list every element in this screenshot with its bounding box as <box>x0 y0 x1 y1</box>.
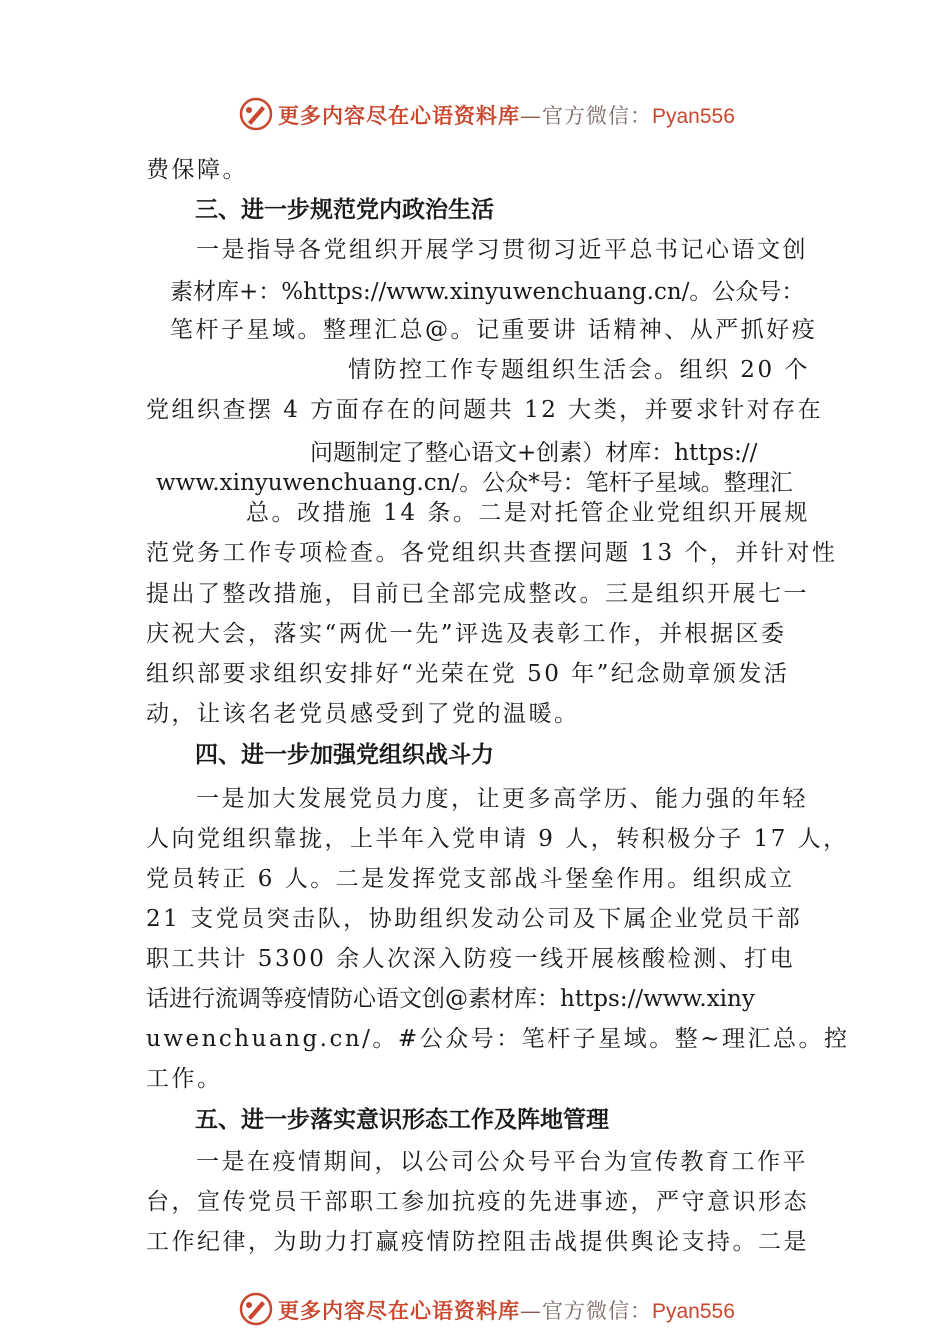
section-heading: 三、进一步规范党内政治生活 <box>195 197 494 223</box>
banner-label: 官方微信： <box>542 1299 652 1323</box>
text-line: 职工共计 5300 余人次深入防疫一线开展核酸检测、打电 <box>146 946 796 972</box>
text-line: 素材库+：%https://www.xinyuwenchuang.cn/。公众号： <box>170 279 805 305</box>
banner-main-text: 更多内容尽在心语资料库 <box>278 1298 520 1323</box>
banner-text <box>278 100 735 130</box>
logo-icon <box>238 1291 274 1327</box>
text-line: 党员转正 6 人。二是发挥党支部战斗堡垒作用。组织成立 <box>146 866 795 892</box>
banner-main-text: 更多内容尽在心语资料库 <box>278 103 520 128</box>
text-line: 提出了整改措施，目前已全部完成整改。三是组织开展七一 <box>146 581 809 607</box>
text-line: 一是在疫情期间，以公司公众号平台为宣传教育工作平 <box>196 1149 808 1175</box>
banner-label: 官方微信： <box>542 104 652 128</box>
footer-watermark-banner <box>0 1289 950 1329</box>
text-line: 组织部要求组织安排好“光荣在党 50 年”纪念勋章颁发活 <box>146 661 790 687</box>
text-line: 范党务工作专项检查。各党组织共查摆问题 13 个，并针对性 <box>146 540 838 566</box>
text-line: 工作纪律，为助力打赢疫情防控阻击战提供舆论支持。二是 <box>146 1229 809 1255</box>
text-line: 工作。 <box>146 1066 223 1092</box>
banner-wechat-id: Pyan556 <box>652 105 735 128</box>
text-line: 党组织查摆 4 方面存在的问题共 12 大类，并要求针对存在 <box>146 397 824 423</box>
text-line: 问题制定了整心语文+创素）材库：https:// <box>310 440 758 466</box>
text-line: 一是加大发展党员力度，让更多高学历、能力强的年轻 <box>196 786 808 812</box>
text-line: 情防控工作专题组织生活会。组织 20 个 <box>348 357 810 383</box>
text-line: 台，宣传党员干部职工参加抗疫的先进事迹，严守意识形态 <box>146 1189 809 1215</box>
banner-text <box>278 1295 735 1325</box>
header-watermark-banner <box>0 94 950 134</box>
banner-separator: — <box>520 104 542 128</box>
text-line: 费保障。 <box>146 157 248 183</box>
text-line: 动，让该名老党员感受到了党的温暖。 <box>146 701 580 727</box>
text-line: 人向党组织靠拢，上半年入党申请 9 人，转积极分子 17 人， <box>146 826 849 852</box>
text-line: 庆祝大会，落实“两优一先”评选及表彰工作，并根据区委 <box>146 621 787 647</box>
text-line: www.xinyuwenchuang.cn/。公众*号：笔杆子星域。整理汇 <box>156 470 793 496</box>
text-line: 笔杆子星域。整理汇总@。记重要讲 话精神、从严抓好疫 <box>170 317 818 343</box>
text-line: 一是指导各党组织开展学习贯彻习近平总书记心语文创 <box>196 237 808 263</box>
logo-icon <box>238 96 274 132</box>
section-heading: 四、进一步加强党组织战斗力 <box>195 742 494 768</box>
banner-wechat-id: Pyan556 <box>652 1300 735 1323</box>
section-heading: 五、进一步落实意识形态工作及阵地管理 <box>195 1107 609 1133</box>
text-line: 21 支党员突击队，协助组织发动公司及下属企业党员干部 <box>146 906 803 932</box>
text-line: 总。改措施 14 条。二是对托管企业党组织开展规 <box>246 500 810 526</box>
text-line: uwenchuang.cn/。#公众号：笔杆子星域。整~理汇总。控 <box>146 1026 850 1052</box>
banner-separator: — <box>520 1299 542 1323</box>
text-line: 话进行流调等疫情防心语文创@素材库：https://www.xiny <box>146 986 755 1012</box>
